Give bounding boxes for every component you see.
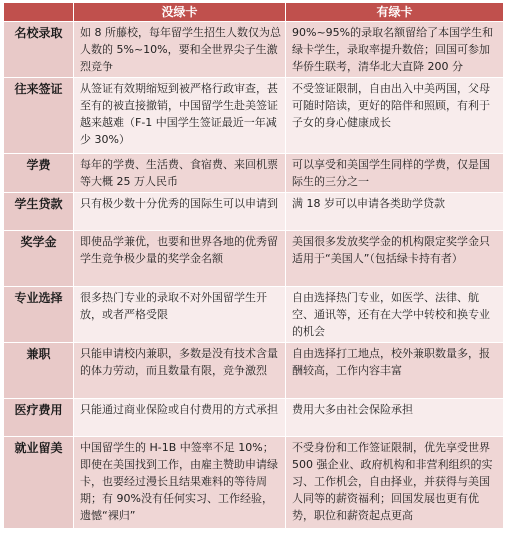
green-card-comparison-table <box>3 2 504 529</box>
table-header-row <box>4 3 504 22</box>
no-card-cell: 每年的学费、生活费、食宿费、来回机票等大概 25 万人民币 <box>74 154 286 193</box>
row-label: 学生贷款 <box>4 193 74 231</box>
card-cell: 满 18 岁可以申请各类助学贷款 <box>286 193 504 231</box>
table-row <box>4 22 504 78</box>
table-row <box>4 193 504 231</box>
no-card-cell: 即使品学兼优，也要和世界各地的优秀留学生竞争极少量的奖学金名额 <box>74 231 286 287</box>
row-label: 奖学金 <box>4 231 74 287</box>
table-row <box>4 343 504 399</box>
header-blank <box>4 3 74 22</box>
card-cell: 自由选择打工地点，校外兼职数量多，报酬较高，工作内容丰富 <box>286 343 504 399</box>
card-cell: 不受身份和工作签证限制，优先享受世界 500 强企业、政府机构和非营利组织的实习、工作机会，自由择业，并获得与美国人同等的薪资福利；回国发展也更有优势，职位和薪资起点更高 <box>286 437 504 529</box>
comparison-table-container <box>3 2 503 539</box>
no-card-cell: 只有极少数十分优秀的国际生可以申请到 <box>74 193 286 231</box>
no-card-cell: 很多热门专业的录取不对外国留学生开放，或者严格受限 <box>74 287 286 343</box>
row-label: 往来签证 <box>4 78 74 154</box>
no-card-cell: 如 8 所藤校，每年留学生招生人数仅为总人数的 5%~10%，要和全世界尖子生激烈竞争 <box>74 22 286 78</box>
no-card-cell: 中国留学生的 H-1B 中签率不足 10%；即使在美国找到工作，由雇主赞助申请绿卡，也要经过漫长且结果难料的等待周期；有 90%没有任何实习、工作经验，遗憾“裸归” <box>74 437 286 529</box>
table-row <box>4 78 504 154</box>
row-label: 兼职 <box>4 343 74 399</box>
row-label: 专业选择 <box>4 287 74 343</box>
row-label: 学费 <box>4 154 74 193</box>
header-no-green-card: 没绿卡 <box>74 3 286 22</box>
card-cell: 可以享受和美国学生同样的学费，仅是国际生的三分之一 <box>286 154 504 193</box>
table-row <box>4 231 504 287</box>
row-label: 医疗费用 <box>4 399 74 437</box>
no-card-cell: 只能通过商业保险或自付费用的方式承担 <box>74 399 286 437</box>
table-row <box>4 437 504 529</box>
card-cell: 自由选择热门专业，如医学、法律、航空、通讯等，还有在大学中转校和换专业的机会 <box>286 287 504 343</box>
card-cell: 美国很多发放奖学金的机构限定奖学金只适用于“美国人”（包括绿卡持有者） <box>286 231 504 287</box>
row-label: 名校录取 <box>4 22 74 78</box>
table-row <box>4 154 504 193</box>
table-row <box>4 287 504 343</box>
row-label: 就业留美 <box>4 437 74 529</box>
card-cell: 不受签证限制，自由出入中美两国，父母可随时陪读，更好的陪伴和照顾，有利于子女的身心健康成长 <box>286 78 504 154</box>
no-card-cell: 只能申请校内兼职，多数是没有技术含量的体力劳动，而且数量有限，竞争激烈 <box>74 343 286 399</box>
card-cell: 90%~95%的录取名额留给了本国学生和绿卡学生，录取率提升数倍；回国可参加华侨生联考，清华北大直降 200 分 <box>286 22 504 78</box>
table-row <box>4 399 504 437</box>
header-green-card: 有绿卡 <box>286 3 504 22</box>
card-cell: 费用大多由社会保险承担 <box>286 399 504 437</box>
no-card-cell: 从签证有效期缩短到被严格行政审查，甚至有的被直接撤销，中国留学生赴美签证越来越难（F-1 中国学生签证最近一年减少 30%） <box>74 78 286 154</box>
